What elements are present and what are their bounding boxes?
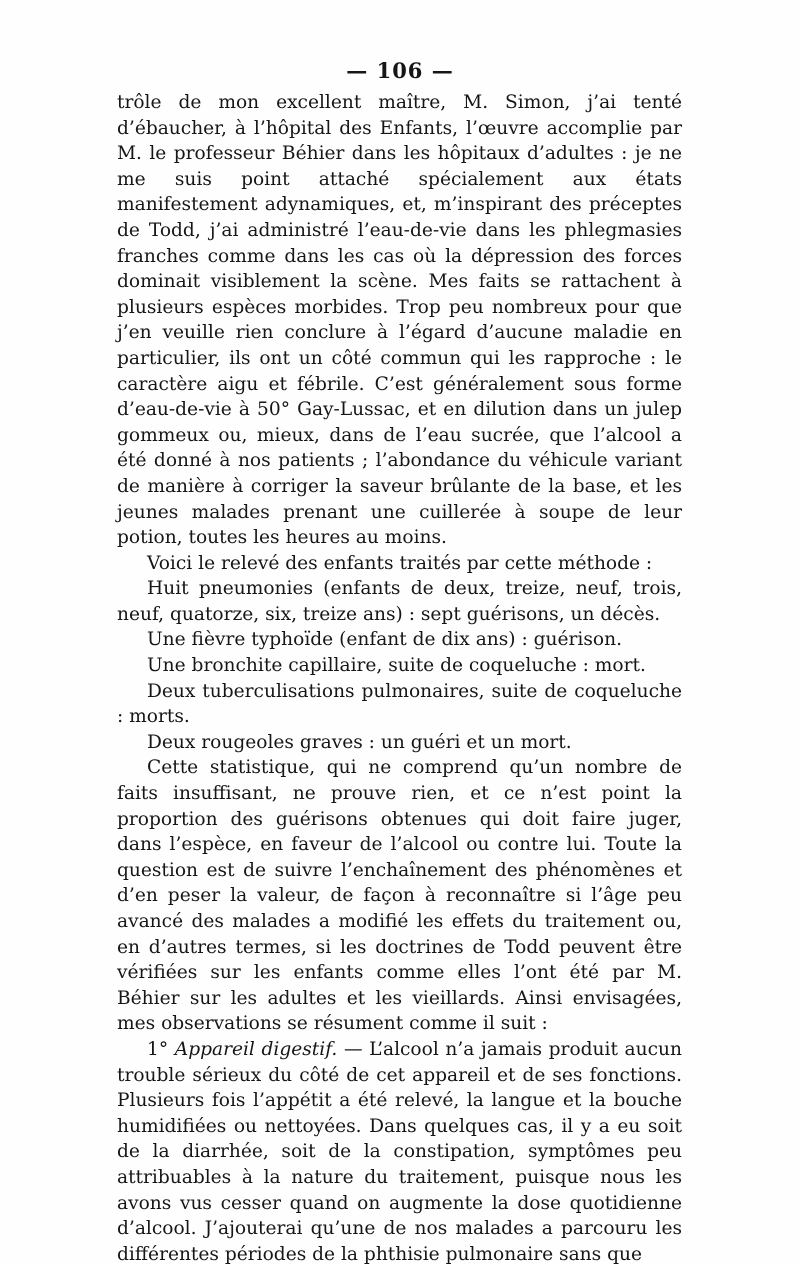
page-number: — 106 — <box>346 58 454 83</box>
list-item-rougeoles: Deux rougeoles graves : un guéri et un mort. <box>147 731 572 753</box>
list-item-tuberculisations: Deux tuberculisations pulmonaires, suite de coqueluche : morts. <box>117 680 682 728</box>
list-item-bronchite: Une bronchite capillaire, suite de coqueluche : mort. <box>147 655 646 677</box>
section-text: — L’alcool n’a jamais produit aucun trouble sérieux du côté de cet appareil et de ses fonctions. Plusieurs fois l’appétit a été relevé, la langue et la bouche humidifiées ou nettoyées. Dans quelques cas, il y a eu soit de la diarrhée, soit de la constipation, symptômes peu attribuables à la nature du traitement, puisque nous les avons vus cesser quand on augmente la dose quotidienne d’alcool. J’ajouterai qu’une de nos malades a parcouru les différentes périodes de la phthisie pulmonaire sans que <box>117 1038 682 1265</box>
list-item-fievre-typhoide: Une fièvre typhoïde (enfant de dix ans) : guérison. <box>147 629 622 651</box>
paragraph-intro-list: Voici le relevé des enfants traités par cette méthode : <box>147 552 653 574</box>
paragraph-continuation: trôle de mon excellent maître, M. Simon, j’ai tenté d’ébaucher, à l’hôpital des Enfants, l’œuvre accomplie par M. le professeur Béhier dans les hôpitaux d’adultes : je ne me suis point attaché spécialement aux états manifestement adynamiques, et, m’inspirant des préceptes de Todd, j’ai administré l’eau-de-vie dans les phlegmasies franches comme dans les cas où la dépression des forces dominait visiblement la scène. Mes faits se rattachent à plusieurs espèces morbides. Trop peu nombreux pour que j’en veuille rien conclure à l’égard d’aucune maladie en particulier, ils ont un côté commun qui les rapproche : le caractère aigu et fébrile. C’est généralement sous forme d’eau-de-vie à 50° Gay-Lussac, et en dilution dans un julep gommeux ou, mieux, dans de l’eau sucrée, que l’alcool a été donné à nos patients ; l’abondance du véhicule variant de manière à corriger la saveur brûlante de la base, et les jeunes malades prenant une cuillerée à soupe de leur potion, toutes les heures au moins. <box>117 92 682 549</box>
section-appareil-digestif <box>117 1037 682 1267</box>
list-item-pneumonies: Huit pneumonies (enfants de deux, treize, neuf, trois, neuf, quatorze, six, treize ans) : sept guérisons, un décès. <box>117 578 682 625</box>
section-title: Appareil digestif. <box>174 1038 338 1060</box>
section-number: 1° <box>147 1038 169 1060</box>
paragraph-statistique: Cette statistique, qui ne comprend qu’un nombre de faits insuffisant, ne prouve rien, et ce n’est point la proportion des guérisons obtenues qui doit faire juger, dans l’espèce, en faveur de l’alcool ou contre lui. Toute la question est de suivre l’enchaînement des phénomènes et d’en peser la valeur, de façon à reconnaître si l’âge peu avancé des malades a modifié les effets du traitement ou, en d’autres termes, si les doctrines de Todd peuvent être vérifiées sur les enfants comme elles l’ont été par M. Béhier sur les adultes et les vieillards. Ainsi envisagées, mes observations se résument comme il suit : <box>117 757 682 1035</box>
page-body <box>117 90 682 1267</box>
